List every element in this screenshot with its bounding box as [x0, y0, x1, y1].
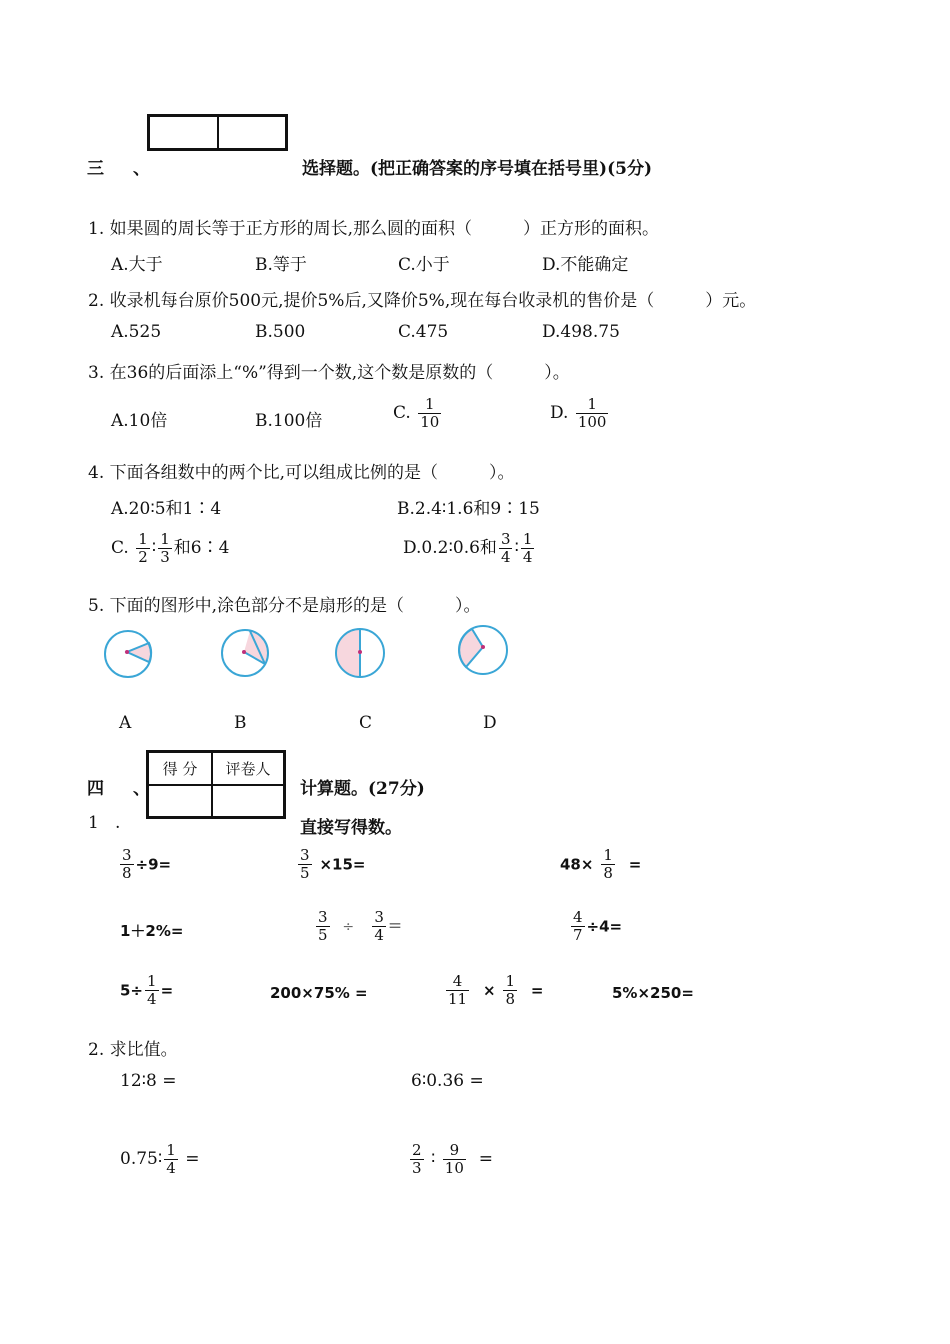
denominator: 8 [603, 864, 613, 882]
q2-option-d[interactable]: D.498.75 [542, 322, 620, 342]
calc-b[interactable] [296, 847, 365, 882]
q3-number: 3. [88, 363, 105, 383]
ratio-a[interactable]: 12∶8 = [120, 1071, 177, 1091]
q3-option-b[interactable]: B.100倍 [255, 411, 323, 431]
numerator: 1 [505, 972, 515, 990]
numerator: 1 [522, 530, 533, 548]
denominator: 5 [300, 864, 310, 882]
divide-sign: ÷ [342, 919, 355, 935]
numerator: 1 [424, 395, 435, 413]
q2-text: 收录机每台原价500元,提价5%后,又降价5%,现在每台收录机的售价是（ ）元。 [109, 291, 757, 311]
q4-text: 下面各组数中的两个比,可以组成比例的是（ ）。 [109, 463, 515, 483]
calc-g[interactable] [120, 973, 173, 1008]
ratio-sign: ∶ [151, 538, 157, 558]
numerator: 1 [147, 972, 157, 990]
circle-figure-b[interactable] [220, 628, 270, 678]
calc-g-rest: = [160, 981, 174, 1000]
figure-label-a: A [119, 713, 132, 733]
denominator: 4 [166, 1159, 176, 1177]
q3-option-a[interactable]: A.10倍 [111, 411, 168, 431]
equals-sign: = [478, 1149, 493, 1169]
section3-title-text: 选择题。(把正确答案的序号填在括号里)(5分) [302, 159, 653, 179]
q2-option-c[interactable]: C.475 [398, 322, 449, 342]
denominator: 10 [444, 1159, 464, 1177]
q1-option-b[interactable]: B.等于 [255, 255, 307, 275]
fraction [446, 973, 469, 1008]
q4-number: 4. [88, 463, 105, 483]
section4-score-box [146, 750, 286, 819]
denominator: 8 [505, 990, 515, 1008]
numerator: 4 [573, 908, 583, 926]
q1-option-a[interactable]: A.大于 [111, 255, 163, 275]
calc-a-rest: ÷9= [135, 855, 172, 874]
fraction [499, 531, 513, 566]
fraction [145, 973, 159, 1008]
q5 [88, 591, 481, 616]
fraction [372, 909, 386, 944]
section3-score-box [147, 114, 288, 151]
q4-option-d[interactable] [403, 531, 536, 566]
calc-d[interactable]: 1＋2%= [120, 922, 184, 940]
q2-option-b[interactable]: B.500 [255, 322, 306, 342]
fraction [521, 531, 535, 566]
q4-option-d-label: D.0.2∶0.6和 [403, 538, 497, 558]
numerator: 9 [449, 1141, 460, 1159]
calc-i[interactable] [444, 973, 543, 1008]
numerator: 3 [300, 846, 310, 864]
q3 [88, 358, 570, 383]
denominator: 4 [147, 990, 157, 1008]
q1-text: 如果圆的周长等于正方形的周长,那么圆的面积（ ）正方形的面积。 [109, 219, 660, 239]
numerator: 3 [374, 908, 384, 926]
circle-figure-c[interactable] [334, 627, 386, 679]
sector-c [336, 629, 360, 677]
multiply-sign: × [482, 981, 496, 1000]
numerator: 1 [138, 530, 148, 548]
ratio-c-lead: 0.75∶ [120, 1149, 163, 1169]
fraction [136, 531, 150, 566]
fraction [576, 396, 609, 431]
numerator: 3 [122, 846, 132, 864]
q4-1-number: 1 [88, 813, 99, 833]
fraction [418, 396, 441, 431]
circle-figure-d[interactable] [456, 625, 510, 677]
numerator: 1 [166, 1141, 176, 1159]
equals-sign: = [530, 981, 544, 1000]
center-dot-b [242, 650, 246, 654]
denominator: 3 [160, 548, 170, 566]
ratio-b[interactable]: 6∶0.36 = [411, 1071, 484, 1091]
score-cell[interactable] [148, 785, 212, 818]
section3-title [302, 154, 652, 179]
section4-comma: 、 [133, 779, 150, 799]
q3-option-d[interactable] [550, 396, 610, 431]
q4-option-c-suffix: 和6∶4 [173, 538, 230, 558]
section3-comma: 、 [133, 159, 150, 179]
fraction [298, 847, 312, 882]
ratio-sign: ∶ [514, 538, 519, 558]
ratio-c[interactable] [120, 1142, 199, 1177]
q4-option-a[interactable]: A.20∶5和1∶4 [111, 499, 222, 519]
q2 [88, 286, 756, 311]
grader-cell[interactable] [218, 116, 287, 149]
fraction [601, 847, 615, 882]
fraction [158, 531, 172, 566]
calc-h[interactable]: 200×75% = [270, 984, 368, 1002]
calc-b-rest: ×15= [319, 855, 366, 874]
numerator: 1 [160, 530, 170, 548]
denominator: 4 [500, 548, 511, 566]
denominator: 3 [412, 1159, 422, 1177]
q1-option-c[interactable]: C.小于 [398, 255, 450, 275]
section4-number: 四 [87, 779, 104, 799]
q2-number: 2. [88, 291, 105, 311]
numerator: 2 [412, 1141, 422, 1159]
q1 [88, 214, 659, 239]
fraction [443, 1142, 466, 1177]
q4-option-c[interactable] [111, 531, 229, 566]
calc-c[interactable] [560, 847, 641, 882]
center-dot-a [125, 650, 129, 654]
numerator: 3 [500, 530, 511, 548]
q3-option-c-label: C. [393, 403, 411, 423]
fraction [571, 909, 585, 944]
calc-f-rest: ÷4= [586, 917, 623, 936]
ratio-d[interactable] [408, 1142, 493, 1177]
section3-number: 三 [87, 159, 104, 179]
q1-option-d[interactable]: D.不能确定 [542, 255, 629, 275]
calc-j[interactable]: 5%×250= [612, 984, 694, 1002]
denominator: 4 [374, 926, 384, 944]
q4-1-dot: . [115, 813, 121, 833]
grader-header: 评卷人 [212, 752, 284, 785]
q4-2-number: 2. [88, 1040, 105, 1060]
equals-sign: = [185, 1149, 200, 1169]
q1-number: 1. [88, 219, 105, 239]
denominator: 5 [318, 926, 328, 944]
figure-label-c: C [359, 713, 373, 733]
numerator: 3 [318, 908, 328, 926]
q4-2 [88, 1035, 178, 1060]
denominator: 10 [420, 413, 440, 431]
q3-option-d-label: D. [550, 403, 569, 423]
fraction [316, 909, 330, 944]
numerator: 4 [452, 972, 463, 990]
numerator: 1 [603, 846, 613, 864]
denominator: 11 [448, 990, 468, 1008]
denominator: 8 [122, 864, 132, 882]
circle-figure-a[interactable] [103, 629, 153, 679]
q5-text: 下面的图形中,涂色部分不是扇形的是（ ）。 [109, 596, 481, 616]
sector-a [127, 643, 151, 662]
score-cell[interactable] [149, 116, 218, 149]
center-dot-c [358, 650, 362, 654]
denominator: 7 [573, 926, 583, 944]
q3-option-c[interactable] [393, 396, 443, 431]
fraction [503, 973, 517, 1008]
q4-1-title: 直接写得数。 [300, 818, 402, 838]
fraction [410, 1142, 424, 1177]
center-dot-d [481, 645, 485, 649]
q4-2-title: 求比值。 [109, 1040, 178, 1060]
calc-f[interactable] [569, 909, 622, 944]
calc-a[interactable] [118, 847, 171, 882]
figure-label-d: D [483, 713, 497, 733]
q4-option-b[interactable]: B.2.4∶1.6和9∶15 [397, 499, 540, 519]
fraction [164, 1142, 178, 1177]
section4-title: 计算题。(27分) [300, 779, 425, 799]
fraction [120, 847, 134, 882]
q5-number: 5. [88, 596, 105, 616]
grader-cell[interactable] [212, 785, 284, 818]
ratio-sign: ∶ [430, 1149, 436, 1169]
denominator: 100 [577, 413, 607, 431]
equals-sign: = [387, 916, 403, 936]
q2-option-a[interactable]: A.525 [111, 322, 162, 342]
q4 [88, 458, 515, 483]
q4-option-c-label: C. [111, 538, 129, 558]
calc-g-lead: 5÷ [120, 981, 144, 1000]
calc-c-lead: 48× [560, 855, 594, 874]
denominator: 4 [522, 548, 533, 566]
calc-e[interactable] [314, 909, 402, 944]
denominator: 2 [138, 548, 148, 566]
score-header: 得 分 [148, 752, 212, 785]
calc-c-rest: = [628, 855, 642, 874]
figure-label-b: B [234, 713, 247, 733]
numerator: 1 [587, 395, 597, 413]
q3-text: 在36的后面添上“%”得到一个数,这个数是原数的（ ）。 [109, 363, 570, 383]
